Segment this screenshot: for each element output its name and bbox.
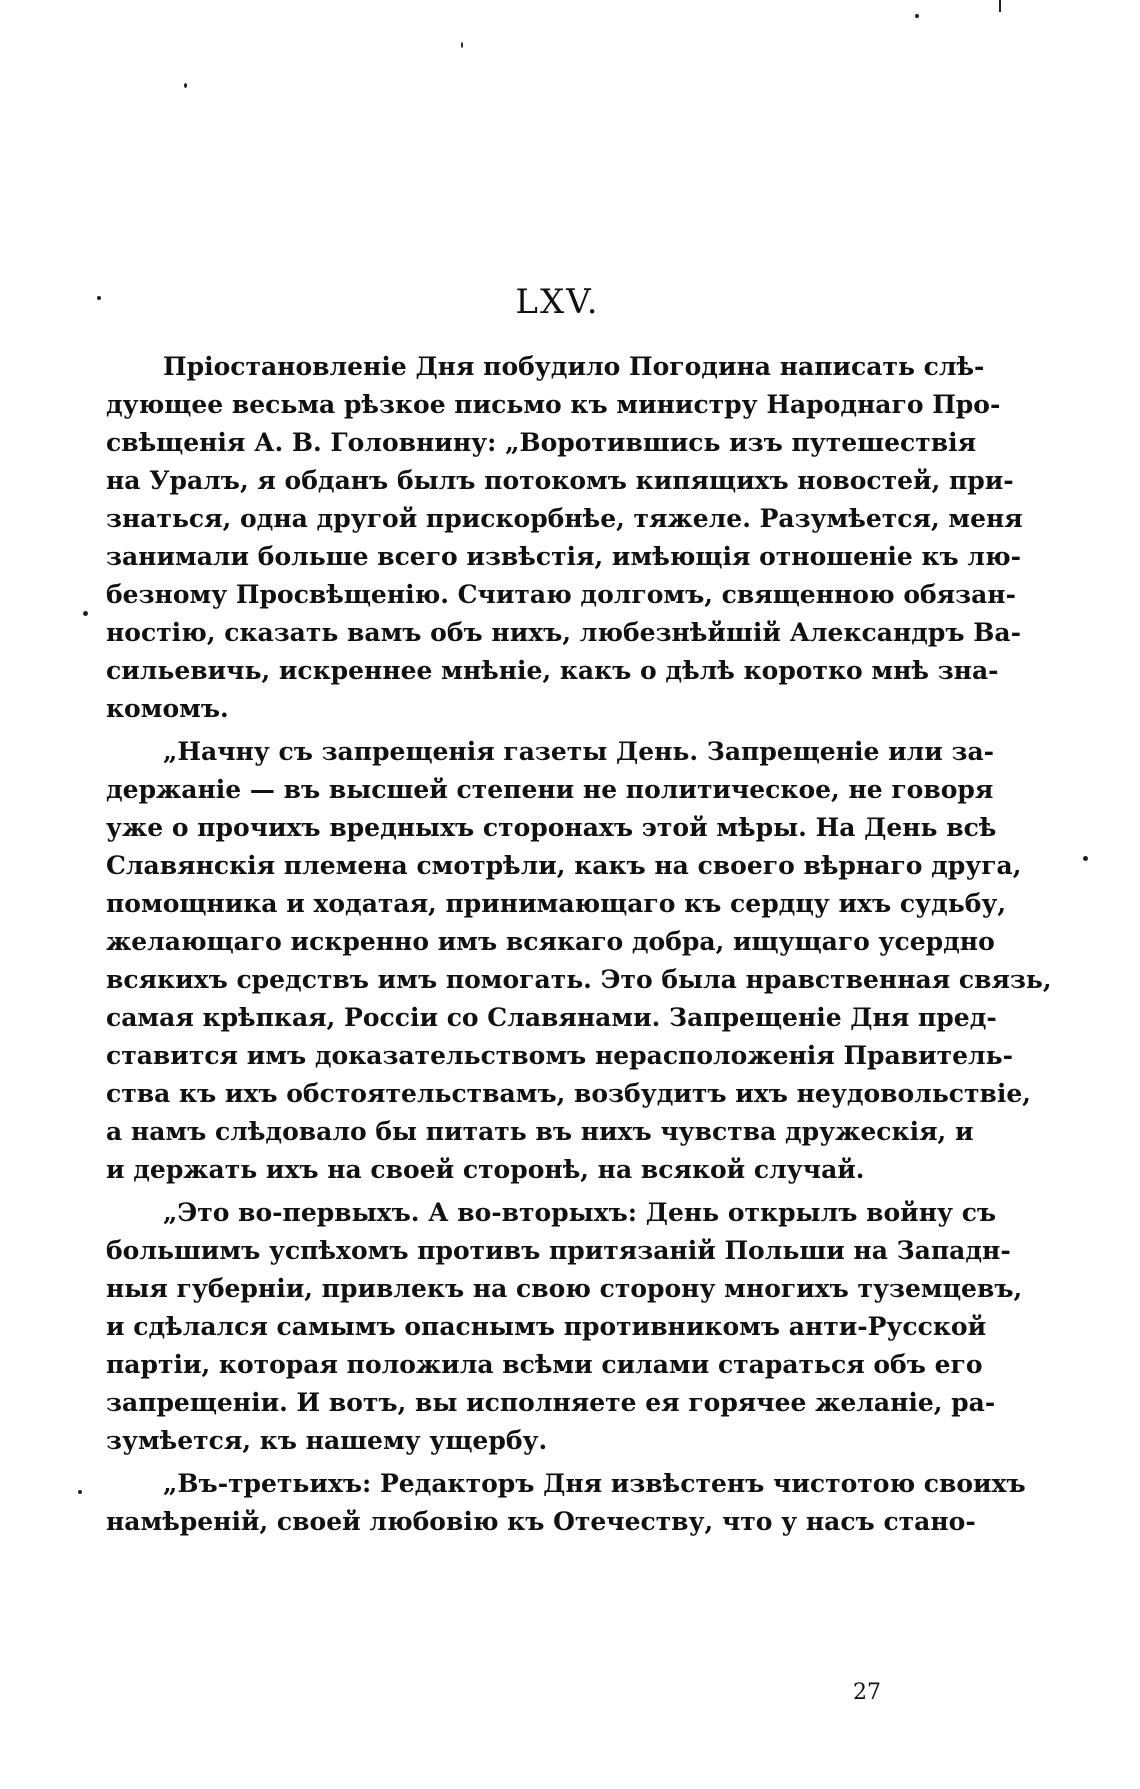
text-line: уже о прочихъ вредныхъ сторонахъ этой мѣры. На День всѣ bbox=[106, 813, 997, 842]
body-text bbox=[106, 348, 1052, 1541]
scan-speck bbox=[1083, 856, 1088, 861]
text-line: „Начну съ запрещенія газеты День. Запрещеніе или за- bbox=[163, 737, 995, 766]
paragraph bbox=[106, 348, 1023, 728]
scan-speck bbox=[999, 0, 1001, 12]
text-line: дующее весьма рѣзкое письмо къ министру Народнаго Про- bbox=[106, 390, 1001, 419]
page-number: 27 bbox=[853, 1680, 881, 1705]
text-line: большимъ успѣхомъ противъ притязаній Польши на Западн- bbox=[106, 1236, 1011, 1265]
text-line: комомъ. bbox=[106, 694, 229, 723]
scan-speck bbox=[83, 611, 88, 616]
paragraph bbox=[106, 1194, 1023, 1460]
text-line: ства къ ихъ обстоятельствамъ, возбудитъ ихъ неудовольствіе, bbox=[106, 1079, 1031, 1108]
text-line: ставится имъ доказательствомъ нерасположенія Правитель- bbox=[106, 1041, 1014, 1070]
text-line: и держать ихъ на своей сторонѣ, на всякой случай. bbox=[106, 1155, 865, 1184]
text-line: зумѣется, къ нашему ущербу. bbox=[106, 1426, 548, 1455]
text-line: занимали больше всего извѣстія, имѣющія отношеніе къ лю- bbox=[106, 542, 1022, 571]
text-line: помощника и ходатая, принимающаго къ сердцу ихъ судьбу, bbox=[106, 889, 1007, 918]
scan-speck bbox=[915, 14, 919, 18]
text-line: свѣщенія А. В. Головнину: „Воротившись изъ путешествія bbox=[106, 428, 977, 457]
text-line: всякихъ средствъ имъ помогать. Это была нравственная связь, bbox=[106, 965, 1052, 994]
text-line: Пріостановленіе Дня побудило Погодина написать слѣ- bbox=[163, 352, 985, 381]
text-line: желающаго искренно имъ всякаго добра, ищущаго усердно bbox=[106, 927, 995, 956]
scan-speck bbox=[461, 42, 463, 48]
text-line: держаніе — въ высшей степени не политическое, не говоря bbox=[106, 775, 994, 804]
chapter-heading: LXV. bbox=[515, 282, 600, 322]
text-line: ныя губерніи, привлекъ на свою сторону многихъ туземцевъ, bbox=[106, 1274, 1023, 1303]
text-line: безному Просвѣщенію. Считаю долгомъ, священною обязан- bbox=[106, 580, 1016, 609]
text-line: намѣреній, своей любовію къ Отечеству, что у насъ стано- bbox=[106, 1507, 976, 1536]
scan-speck bbox=[78, 1490, 82, 1494]
text-line: партіи, которая положила всѣми силами стараться объ его bbox=[106, 1350, 983, 1379]
text-line: Славянскія племена смотрѣли, какъ на своего вѣрнаго друга, bbox=[106, 851, 1022, 880]
text-line: знаться, одна другой прискорбнѣе, тяжеле. Разумѣется, меня bbox=[106, 504, 1023, 533]
text-line: ностію, сказать вамъ объ нихъ, любезнѣйшій Александръ Ва- bbox=[106, 618, 1021, 647]
paragraph bbox=[106, 733, 1052, 1189]
paragraph bbox=[106, 1465, 1026, 1541]
scan-speck bbox=[184, 83, 187, 88]
text-line: сильевичь, искреннее мнѣніе, какъ о дѣлѣ коротко мнѣ зна- bbox=[106, 656, 999, 685]
text-line: на Уралъ, я обданъ былъ потокомъ кипящихъ новостей, при- bbox=[106, 466, 1014, 495]
scan-speck bbox=[97, 296, 101, 300]
text-line: и сдѣлался самымъ опаснымъ противникомъ анти-Русской bbox=[106, 1312, 987, 1341]
text-line: а намъ слѣдовало бы питать въ нихъ чувства дружескія, и bbox=[106, 1117, 974, 1146]
text-line: самая крѣпкая, Россіи со Славянами. Запрещеніе Дня пред- bbox=[106, 1003, 997, 1032]
text-line: „Въ-третьихъ: Редакторъ Дня извѣстенъ чистотою своихъ bbox=[163, 1469, 1026, 1498]
text-line: запрещеніи. И вотъ, вы исполняете ея горячее желаніе, ра- bbox=[106, 1388, 996, 1417]
text-line: „Это во-первыхъ. А во-вторыхъ: День открылъ войну съ bbox=[163, 1198, 997, 1227]
